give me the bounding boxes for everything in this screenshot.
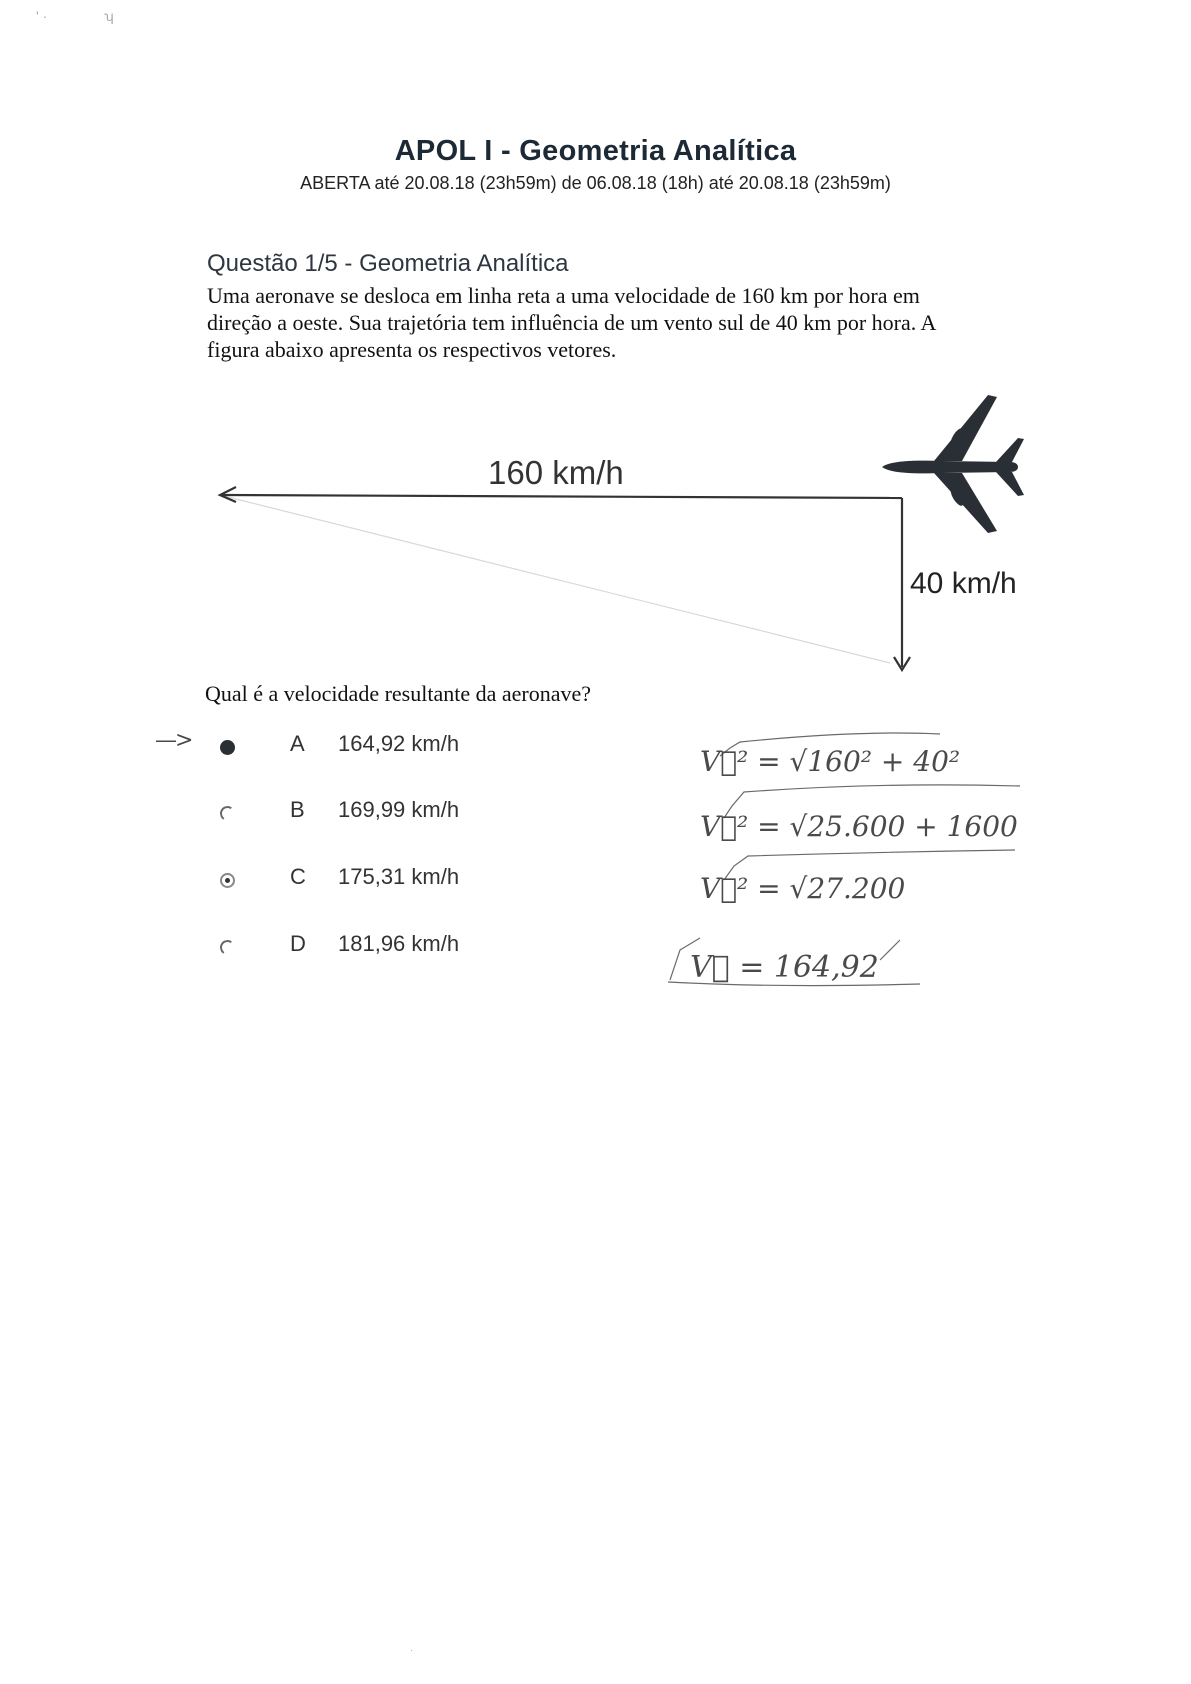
option-d[interactable] — [0, 931, 700, 967]
handwritten-line-1: V⃗² = √160² + 40² — [700, 745, 961, 778]
question-text-line: figura abaixo apresenta os respectivos vetores. — [207, 337, 617, 362]
scan-artifact: ' · — [36, 8, 48, 24]
scribble-stroke — [880, 940, 900, 960]
page-title: APOL I - Geometria Analítica — [394, 135, 797, 167]
scan-artifact: ʮ — [104, 8, 114, 24]
option-a[interactable] — [0, 731, 700, 767]
airplane-icon — [882, 395, 1024, 533]
radio-button[interactable] — [220, 740, 235, 755]
question-text-line: Uma aeronave se desloca em linha reta a uma velocidade de 160 km por hora em — [207, 283, 920, 308]
question-header: Questão 1/5 - Geometria Analítica — [207, 250, 569, 277]
option-letter: C — [290, 864, 306, 889]
option-value: 164,92 km/h — [338, 731, 460, 756]
option-letter: A — [290, 731, 305, 756]
south-vector-label: 40 km/h — [910, 567, 1017, 600]
resultant-vector-line — [220, 495, 890, 663]
page-subtitle: ABERTA até 20.08.18 (23h59m) de 06.08.18 (18h) até 20.08.18 (23h59m) — [300, 173, 891, 193]
option-letter: D — [290, 931, 306, 956]
option-b[interactable] — [0, 797, 700, 833]
handwritten-line-3: V⃗² = √27.200 — [700, 872, 906, 905]
radio-button[interactable] — [220, 873, 235, 888]
option-letter: B — [290, 797, 305, 822]
handwritten-line-2: V⃗² = √25.600 + 1600 — [700, 810, 1018, 843]
west-vector-line — [222, 495, 902, 498]
west-vector-label: 160 km/h — [488, 454, 624, 491]
handwritten-arrow-mark: —> — [155, 728, 192, 753]
question-prompt: Qual é a velocidade resultante da aeronave? — [205, 681, 592, 706]
radio-button[interactable] — [219, 939, 236, 956]
scan-artifact: · — [410, 1645, 414, 1656]
option-c[interactable] — [0, 864, 700, 900]
option-value: 169,99 km/h — [338, 797, 460, 822]
option-value: 175,31 km/h — [338, 864, 460, 889]
question-text-line: direção a oeste. Sua trajetória tem influência de um vento sul de 40 km por hora. A — [207, 310, 937, 335]
question-text — [207, 282, 1037, 363]
handwritten-line-4: V⃗ = 164,92 — [690, 950, 879, 985]
vector-diagram — [200, 395, 1060, 685]
option-value: 181,96 km/h — [338, 931, 460, 956]
radio-button[interactable] — [219, 805, 236, 822]
